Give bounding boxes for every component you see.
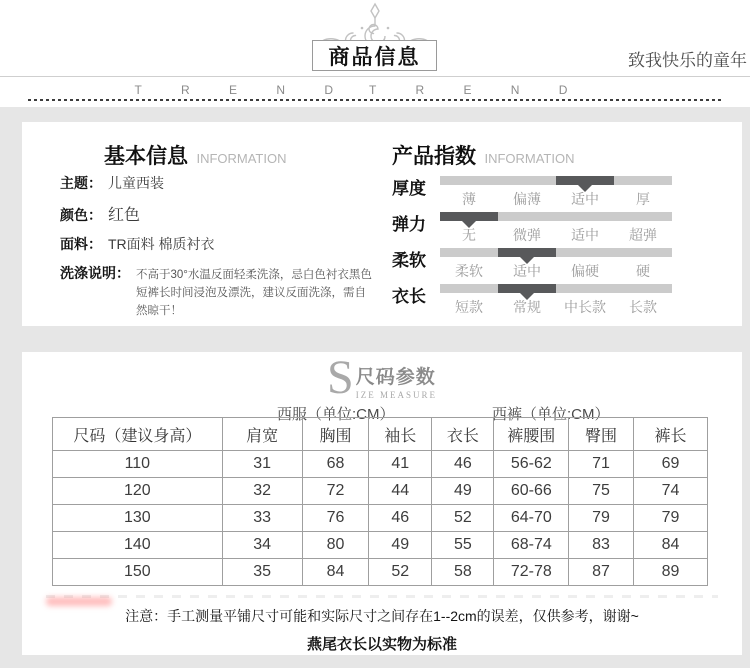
index-slider-length — [392, 278, 722, 314]
table-cell: 58 — [432, 559, 494, 586]
table-cell: 34 — [222, 532, 302, 559]
watermark-smudge — [46, 597, 112, 606]
table-cell: 31 — [222, 451, 302, 478]
table-cell: 56-62 — [494, 451, 569, 478]
table-header-cell: 肩宽 — [222, 418, 302, 451]
dotted-divider-line — [28, 99, 722, 101]
table-cell: 52 — [369, 559, 432, 586]
table-cell: 89 — [633, 559, 707, 586]
table-cell: 69 — [633, 451, 707, 478]
slider-track — [440, 248, 672, 257]
product-index-title: 产品指数 — [392, 145, 476, 168]
row-value: 儿童西装 — [108, 175, 164, 191]
slider-level-segment — [498, 248, 556, 257]
slider-label: 衣长 — [392, 287, 426, 306]
basic-info-title: 基本信息 — [104, 145, 188, 168]
table-cell: 41 — [369, 451, 432, 478]
table-row — [53, 505, 708, 532]
slider-track — [440, 284, 672, 293]
table-header-cell: 臀围 — [569, 418, 634, 451]
row-value: TR面料 棉质衬衣 — [108, 236, 215, 252]
trend-word-1: T R E N D — [134, 83, 351, 97]
slider-option: 薄 — [462, 191, 476, 207]
basic-info-row-washing — [60, 263, 390, 320]
table-cell: 32 — [222, 478, 302, 505]
table-cell: 52 — [432, 505, 494, 532]
header-slogan: 致我快乐的童年 — [628, 51, 747, 70]
table-cell: 150 — [53, 559, 223, 586]
row-label: 洗涤说明： — [60, 265, 130, 281]
table-cell: 79 — [569, 505, 634, 532]
slider-option: 偏硬 — [571, 263, 599, 279]
header-divider-line — [0, 76, 750, 77]
table-cell: 68-74 — [494, 532, 569, 559]
table-cell: 83 — [569, 532, 634, 559]
product-index-sliders — [392, 170, 722, 314]
slider-option: 硬 — [636, 263, 650, 279]
slider-option: 柔软 — [455, 263, 483, 279]
row-label: 颜色： — [60, 207, 102, 223]
table-cell: 87 — [569, 559, 634, 586]
table-header-cell: 尺码（建议身高） — [53, 418, 223, 451]
table-row — [53, 532, 708, 559]
product-index-subtitle: INFORMATION — [484, 151, 575, 166]
page-title-box — [312, 40, 437, 71]
slider-option: 无 — [462, 227, 476, 243]
basic-info-row-fabric — [60, 234, 390, 254]
table-header-cell: 裤长 — [633, 418, 707, 451]
table-cell: 74 — [633, 478, 707, 505]
slider-option: 长款 — [629, 299, 657, 315]
trend-word-2: T R E N D — [369, 83, 586, 97]
slider-option: 适中 — [513, 263, 541, 279]
tailcoat-note: 燕尾衣长以实物为标准 — [306, 636, 457, 653]
index-slider-softness — [392, 242, 722, 278]
basic-info-subtitle: INFORMATION — [196, 151, 287, 166]
table-cell: 76 — [302, 505, 369, 532]
slider-option: 偏薄 — [513, 191, 541, 207]
measurement-note: 注意：手工测量平铺尺寸可能和实际尺寸之间存在1--2cm的误差，仅供参考，谢谢~ — [125, 608, 639, 624]
slider-option: 常规 — [513, 299, 541, 315]
basic-info-row-color — [60, 202, 390, 225]
table-cell: 49 — [432, 478, 494, 505]
table-cell: 71 — [569, 451, 634, 478]
pants-unit-label: 西裤（单位:CM） — [492, 406, 610, 423]
table-cell: 140 — [53, 532, 223, 559]
table-cell: 49 — [369, 532, 432, 559]
table-cell: 60-66 — [494, 478, 569, 505]
slider-label: 柔软 — [392, 251, 426, 270]
row-value: 红色 — [108, 207, 141, 224]
table-cell: 35 — [222, 559, 302, 586]
table-row — [53, 451, 708, 478]
row-label: 面料： — [60, 236, 102, 252]
page-title: 商品信息 — [328, 45, 421, 69]
slider-option: 微弹 — [513, 227, 541, 243]
suit-unit-label: 西服（单位:CM） — [277, 406, 395, 423]
product-index-heading — [392, 140, 574, 170]
size-logo-title: 尺码参数 — [355, 367, 436, 388]
slider-track — [440, 176, 672, 185]
basic-info-heading — [104, 140, 286, 170]
table-cell: 75 — [569, 478, 634, 505]
index-slider-thickness — [392, 170, 722, 206]
size-chart-panel — [22, 352, 742, 655]
table-cell: 68 — [302, 451, 369, 478]
slider-label: 弹力 — [392, 215, 426, 234]
slider-label: 厚度 — [392, 179, 426, 198]
table-cell: 33 — [222, 505, 302, 532]
slider-level-segment — [440, 212, 498, 221]
slider-level-segment — [556, 176, 614, 185]
table-row — [53, 559, 708, 586]
size-table — [52, 417, 708, 586]
table-cell: 130 — [53, 505, 223, 532]
table-header-cell: 裤腰围 — [494, 418, 569, 451]
table-cell: 46 — [432, 451, 494, 478]
table-header-cell: 袖长 — [369, 418, 432, 451]
table-cell: 44 — [369, 478, 432, 505]
table-header-cell: 胸围 — [302, 418, 369, 451]
table-cell: 72 — [302, 478, 369, 505]
index-slider-elasticity — [392, 206, 722, 242]
table-cell: 110 — [53, 451, 223, 478]
table-cell: 55 — [432, 532, 494, 559]
slider-options — [440, 297, 672, 317]
slider-option: 超弹 — [629, 227, 657, 243]
table-cell: 72-78 — [494, 559, 569, 586]
slider-option: 适中 — [571, 227, 599, 243]
size-logo-subtitle: IZE MEASURE — [355, 390, 437, 400]
table-cell: 80 — [302, 532, 369, 559]
table-cell: 79 — [633, 505, 707, 532]
table-header-cell: 衣长 — [432, 418, 494, 451]
table-cell: 64-70 — [494, 505, 569, 532]
basic-info-panel — [22, 122, 742, 326]
row-label: 主题： — [60, 175, 102, 191]
slider-option: 短款 — [455, 299, 483, 315]
basic-info-rows — [60, 173, 390, 329]
table-cell: 84 — [302, 559, 369, 586]
slider-option: 中长款 — [564, 299, 606, 315]
size-section-logo — [22, 351, 742, 404]
table-cell: 46 — [369, 505, 432, 532]
slider-option: 厚 — [636, 191, 650, 207]
slider-option: 适中 — [571, 191, 599, 207]
size-table-header-row — [53, 418, 708, 451]
faint-artifact-line — [46, 595, 718, 598]
size-logo-initial: S — [327, 351, 354, 404]
basic-info-row-theme — [60, 173, 390, 193]
table-row — [53, 478, 708, 505]
row-value: 不高于30°水温反面轻柔洗涤，忌白色衬衣黑色短裤长时间浸泡及漂洗，建议反面洗涤，需自然晾干！ — [136, 269, 372, 317]
trend-banner — [0, 83, 720, 97]
slider-level-segment — [498, 284, 556, 293]
slider-track — [440, 212, 672, 221]
table-cell: 84 — [633, 532, 707, 559]
table-cell: 120 — [53, 478, 223, 505]
